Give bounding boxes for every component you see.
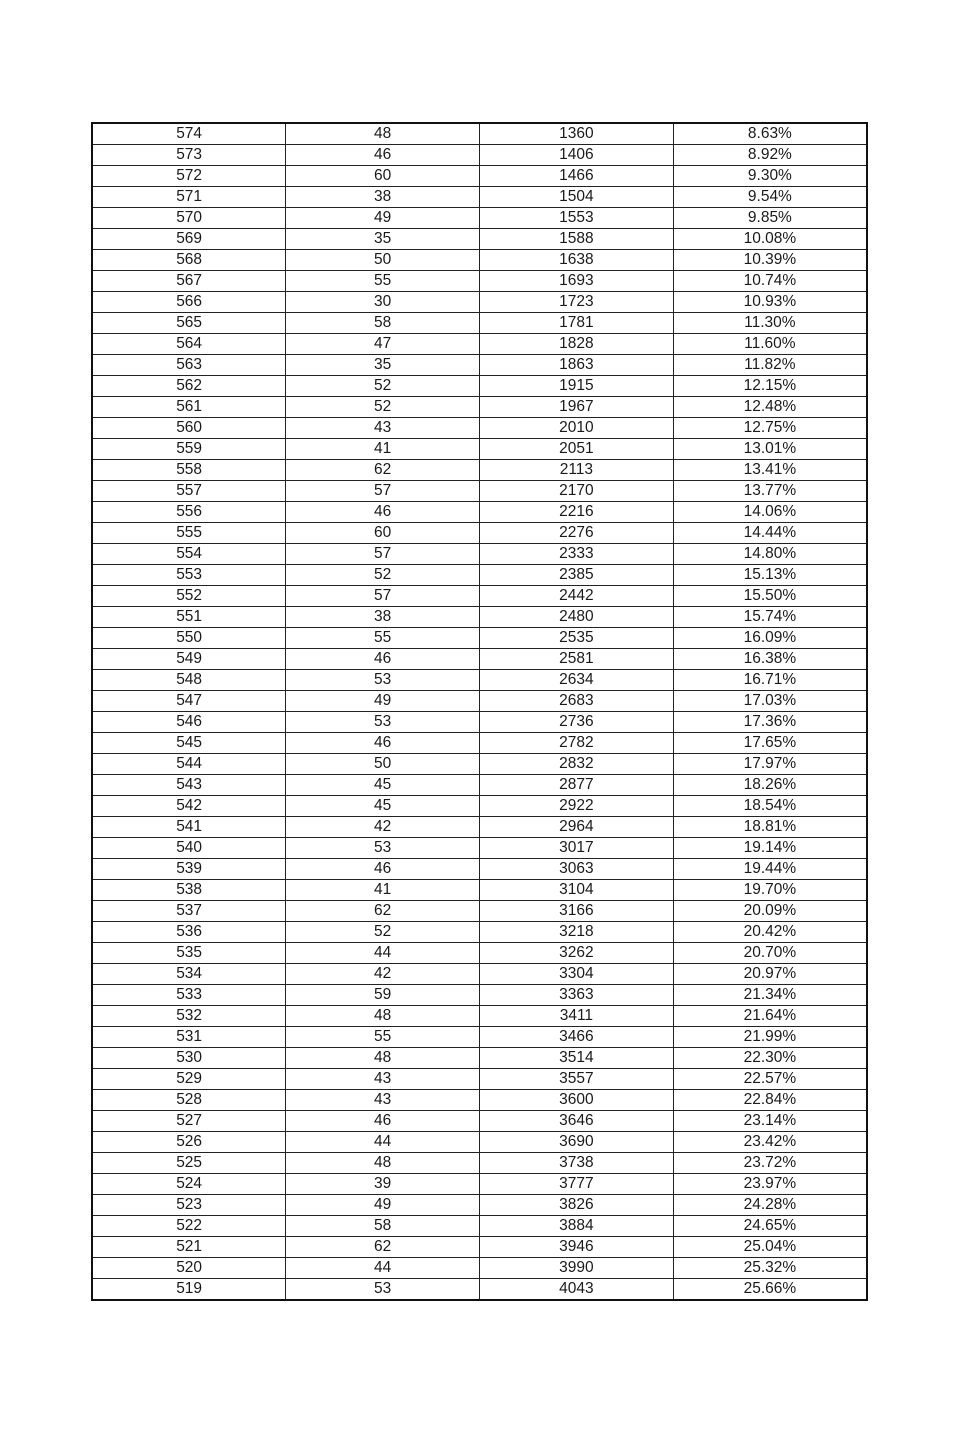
table-row [92,123,867,145]
count-cell: 53 [286,838,480,859]
cumulative-count-cell: 3777 [480,1174,674,1195]
score-cell: 557 [92,481,286,502]
cumulative-count-cell: 3826 [480,1195,674,1216]
cumulative-count-cell: 2442 [480,586,674,607]
cumulative-count-cell: 3411 [480,1006,674,1027]
table-row [92,880,867,901]
score-cell: 535 [92,943,286,964]
count-cell: 46 [286,733,480,754]
table-row [92,754,867,775]
count-cell: 43 [286,418,480,439]
score-cell: 533 [92,985,286,1006]
count-cell: 45 [286,796,480,817]
cumulative-percent-cell: 9.30% [673,166,867,187]
cumulative-count-cell: 2385 [480,565,674,586]
score-cell: 528 [92,1090,286,1111]
table-row [92,607,867,628]
cumulative-percent-cell: 10.74% [673,271,867,292]
count-cell: 58 [286,1216,480,1237]
count-cell: 44 [286,1132,480,1153]
count-cell: 53 [286,670,480,691]
count-cell: 30 [286,292,480,313]
score-cell: 563 [92,355,286,376]
table-row [92,985,867,1006]
cumulative-count-cell: 3363 [480,985,674,1006]
score-cell: 566 [92,292,286,313]
cumulative-percent-cell: 14.06% [673,502,867,523]
score-cell: 567 [92,271,286,292]
score-cell: 522 [92,1216,286,1237]
cumulative-count-cell: 2634 [480,670,674,691]
cumulative-percent-cell: 20.70% [673,943,867,964]
table-row [92,649,867,670]
table-row [92,460,867,481]
table-row [92,334,867,355]
cumulative-percent-cell: 16.09% [673,628,867,649]
table-row [92,229,867,250]
count-cell: 55 [286,628,480,649]
cumulative-count-cell: 3166 [480,901,674,922]
count-cell: 44 [286,1258,480,1279]
cumulative-count-cell: 3557 [480,1069,674,1090]
cumulative-percent-cell: 23.97% [673,1174,867,1195]
cumulative-count-cell: 3600 [480,1090,674,1111]
cumulative-count-cell: 3946 [480,1237,674,1258]
score-cell: 554 [92,544,286,565]
cumulative-count-cell: 1781 [480,313,674,334]
cumulative-count-cell: 1915 [480,376,674,397]
table-row [92,1048,867,1069]
cumulative-count-cell: 1504 [480,187,674,208]
count-cell: 48 [286,123,480,145]
table-row [92,1237,867,1258]
table-row [92,586,867,607]
score-cell: 559 [92,439,286,460]
table-row [92,670,867,691]
cumulative-count-cell: 2877 [480,775,674,796]
table-row [92,355,867,376]
cumulative-count-cell: 3218 [480,922,674,943]
count-cell: 48 [286,1153,480,1174]
cumulative-percent-cell: 18.54% [673,796,867,817]
count-cell: 46 [286,1111,480,1132]
table-row [92,691,867,712]
count-cell: 60 [286,166,480,187]
cumulative-count-cell: 1406 [480,145,674,166]
table-row [92,943,867,964]
score-cell: 565 [92,313,286,334]
cumulative-percent-cell: 11.30% [673,313,867,334]
count-cell: 50 [286,754,480,775]
table-row [92,1279,867,1301]
table-row [92,271,867,292]
cumulative-percent-cell: 20.97% [673,964,867,985]
cumulative-percent-cell: 18.81% [673,817,867,838]
cumulative-percent-cell: 22.84% [673,1090,867,1111]
score-cell: 553 [92,565,286,586]
table-row [92,1195,867,1216]
cumulative-count-cell: 3884 [480,1216,674,1237]
score-cell: 541 [92,817,286,838]
score-cell: 527 [92,1111,286,1132]
count-cell: 35 [286,229,480,250]
cumulative-count-cell: 2683 [480,691,674,712]
cumulative-percent-cell: 19.44% [673,859,867,880]
count-cell: 48 [286,1048,480,1069]
table-row [92,817,867,838]
table-row [92,439,867,460]
cumulative-count-cell: 2276 [480,523,674,544]
cumulative-count-cell: 2333 [480,544,674,565]
cumulative-count-cell: 3466 [480,1027,674,1048]
count-cell: 60 [286,523,480,544]
cumulative-percent-cell: 15.13% [673,565,867,586]
cumulative-percent-cell: 14.44% [673,523,867,544]
count-cell: 53 [286,1279,480,1301]
cumulative-percent-cell: 17.03% [673,691,867,712]
score-cell: 548 [92,670,286,691]
cumulative-percent-cell: 13.77% [673,481,867,502]
score-cell: 549 [92,649,286,670]
cumulative-count-cell: 3738 [480,1153,674,1174]
table-row [92,1132,867,1153]
cumulative-percent-cell: 14.80% [673,544,867,565]
cumulative-count-cell: 2216 [480,502,674,523]
cumulative-count-cell: 1967 [480,397,674,418]
cumulative-percent-cell: 13.41% [673,460,867,481]
score-cell: 542 [92,796,286,817]
count-cell: 38 [286,187,480,208]
table-row [92,544,867,565]
cumulative-count-cell: 2736 [480,712,674,733]
count-cell: 62 [286,1237,480,1258]
score-cell: 550 [92,628,286,649]
count-cell: 39 [286,1174,480,1195]
score-cell: 558 [92,460,286,481]
table-row [92,397,867,418]
cumulative-count-cell: 1638 [480,250,674,271]
cumulative-percent-cell: 24.65% [673,1216,867,1237]
count-cell: 44 [286,943,480,964]
count-cell: 52 [286,376,480,397]
cumulative-count-cell: 3104 [480,880,674,901]
table-row [92,292,867,313]
score-cell: 525 [92,1153,286,1174]
score-cell: 570 [92,208,286,229]
table-row [92,859,867,880]
score-distribution-table [91,122,868,1301]
score-cell: 545 [92,733,286,754]
score-cell: 561 [92,397,286,418]
count-cell: 38 [286,607,480,628]
table-row [92,145,867,166]
cumulative-count-cell: 2922 [480,796,674,817]
cumulative-percent-cell: 24.28% [673,1195,867,1216]
cumulative-percent-cell: 9.85% [673,208,867,229]
score-cell: 551 [92,607,286,628]
cumulative-percent-cell: 12.15% [673,376,867,397]
table-row [92,418,867,439]
count-cell: 62 [286,460,480,481]
table-row [92,1069,867,1090]
cumulative-count-cell: 3304 [480,964,674,985]
cumulative-count-cell: 3990 [480,1258,674,1279]
table-row [92,712,867,733]
count-cell: 57 [286,586,480,607]
table-row [92,523,867,544]
table-row [92,166,867,187]
cumulative-count-cell: 4043 [480,1279,674,1301]
score-cell: 538 [92,880,286,901]
cumulative-count-cell: 2782 [480,733,674,754]
cumulative-percent-cell: 25.32% [673,1258,867,1279]
cumulative-percent-cell: 8.92% [673,145,867,166]
count-cell: 46 [286,649,480,670]
table-row [92,775,867,796]
count-cell: 49 [286,691,480,712]
cumulative-count-cell: 3646 [480,1111,674,1132]
table-row [92,250,867,271]
cumulative-percent-cell: 23.42% [673,1132,867,1153]
count-cell: 42 [286,817,480,838]
cumulative-percent-cell: 22.57% [673,1069,867,1090]
score-cell: 560 [92,418,286,439]
table-row [92,838,867,859]
score-cell: 543 [92,775,286,796]
cumulative-count-cell: 2581 [480,649,674,670]
score-cell: 523 [92,1195,286,1216]
cumulative-count-cell: 2535 [480,628,674,649]
count-cell: 49 [286,1195,480,1216]
score-cell: 526 [92,1132,286,1153]
cumulative-percent-cell: 11.60% [673,334,867,355]
table-row [92,376,867,397]
table-row [92,922,867,943]
table-row [92,733,867,754]
table-body [92,123,867,1300]
cumulative-percent-cell: 12.48% [673,397,867,418]
score-cell: 547 [92,691,286,712]
count-cell: 35 [286,355,480,376]
count-cell: 55 [286,1027,480,1048]
cumulative-count-cell: 3262 [480,943,674,964]
score-cell: 574 [92,123,286,145]
table-row [92,313,867,334]
count-cell: 46 [286,502,480,523]
cumulative-count-cell: 3017 [480,838,674,859]
score-cell: 544 [92,754,286,775]
table-row [92,628,867,649]
count-cell: 57 [286,481,480,502]
score-cell: 537 [92,901,286,922]
score-cell: 571 [92,187,286,208]
count-cell: 52 [286,922,480,943]
count-cell: 41 [286,880,480,901]
score-cell: 532 [92,1006,286,1027]
count-cell: 45 [286,775,480,796]
cumulative-count-cell: 1723 [480,292,674,313]
count-cell: 58 [286,313,480,334]
count-cell: 42 [286,964,480,985]
score-cell: 540 [92,838,286,859]
score-cell: 539 [92,859,286,880]
cumulative-percent-cell: 23.14% [673,1111,867,1132]
count-cell: 43 [286,1069,480,1090]
cumulative-percent-cell: 19.70% [673,880,867,901]
cumulative-count-cell: 1828 [480,334,674,355]
score-cell: 546 [92,712,286,733]
score-cell: 572 [92,166,286,187]
score-cell: 536 [92,922,286,943]
cumulative-percent-cell: 13.01% [673,439,867,460]
cumulative-count-cell: 1693 [480,271,674,292]
cumulative-percent-cell: 15.50% [673,586,867,607]
cumulative-percent-cell: 25.04% [673,1237,867,1258]
score-cell: 534 [92,964,286,985]
cumulative-percent-cell: 17.65% [673,733,867,754]
cumulative-percent-cell: 25.66% [673,1279,867,1301]
cumulative-count-cell: 2010 [480,418,674,439]
table-row [92,1006,867,1027]
table-row [92,1174,867,1195]
score-cell: 520 [92,1258,286,1279]
score-cell: 552 [92,586,286,607]
cumulative-percent-cell: 19.14% [673,838,867,859]
cumulative-count-cell: 2964 [480,817,674,838]
score-cell: 521 [92,1237,286,1258]
cumulative-percent-cell: 16.71% [673,670,867,691]
table-row [92,1258,867,1279]
cumulative-count-cell: 3063 [480,859,674,880]
cumulative-percent-cell: 11.82% [673,355,867,376]
count-cell: 50 [286,250,480,271]
table-row [92,481,867,502]
score-cell: 573 [92,145,286,166]
count-cell: 57 [286,544,480,565]
cumulative-percent-cell: 21.64% [673,1006,867,1027]
cumulative-percent-cell: 10.39% [673,250,867,271]
cumulative-percent-cell: 20.42% [673,922,867,943]
cumulative-percent-cell: 17.36% [673,712,867,733]
count-cell: 46 [286,145,480,166]
score-cell: 568 [92,250,286,271]
table-row [92,1216,867,1237]
count-cell: 41 [286,439,480,460]
cumulative-count-cell: 1863 [480,355,674,376]
table-row [92,964,867,985]
cumulative-count-cell: 2170 [480,481,674,502]
cumulative-count-cell: 1588 [480,229,674,250]
cumulative-percent-cell: 8.63% [673,123,867,145]
score-cell: 564 [92,334,286,355]
score-cell: 531 [92,1027,286,1048]
cumulative-count-cell: 3514 [480,1048,674,1069]
cumulative-count-cell: 1466 [480,166,674,187]
score-cell: 556 [92,502,286,523]
table-row [92,1153,867,1174]
cumulative-percent-cell: 12.75% [673,418,867,439]
table-row [92,901,867,922]
table-row [92,796,867,817]
cumulative-percent-cell: 20.09% [673,901,867,922]
cumulative-count-cell: 2051 [480,439,674,460]
cumulative-count-cell: 1360 [480,123,674,145]
table-row [92,187,867,208]
cumulative-percent-cell: 16.38% [673,649,867,670]
table-row [92,208,867,229]
cumulative-percent-cell: 9.54% [673,187,867,208]
count-cell: 52 [286,565,480,586]
cumulative-count-cell: 3690 [480,1132,674,1153]
cumulative-percent-cell: 22.30% [673,1048,867,1069]
cumulative-count-cell: 1553 [480,208,674,229]
score-cell: 519 [92,1279,286,1301]
cumulative-percent-cell: 10.08% [673,229,867,250]
score-cell: 562 [92,376,286,397]
table-row [92,1090,867,1111]
cumulative-percent-cell: 15.74% [673,607,867,628]
count-cell: 59 [286,985,480,1006]
cumulative-percent-cell: 21.34% [673,985,867,1006]
count-cell: 43 [286,1090,480,1111]
score-cell: 555 [92,523,286,544]
count-cell: 53 [286,712,480,733]
table-row [92,1027,867,1048]
table-row [92,565,867,586]
count-cell: 62 [286,901,480,922]
count-cell: 55 [286,271,480,292]
score-cell: 529 [92,1069,286,1090]
score-cell: 569 [92,229,286,250]
count-cell: 49 [286,208,480,229]
count-cell: 46 [286,859,480,880]
score-cell: 524 [92,1174,286,1195]
cumulative-percent-cell: 17.97% [673,754,867,775]
score-cell: 530 [92,1048,286,1069]
count-cell: 47 [286,334,480,355]
count-cell: 48 [286,1006,480,1027]
table-row [92,1111,867,1132]
table-row [92,502,867,523]
cumulative-percent-cell: 21.99% [673,1027,867,1048]
cumulative-count-cell: 2480 [480,607,674,628]
cumulative-percent-cell: 18.26% [673,775,867,796]
cumulative-count-cell: 2113 [480,460,674,481]
count-cell: 52 [286,397,480,418]
cumulative-count-cell: 2832 [480,754,674,775]
cumulative-percent-cell: 23.72% [673,1153,867,1174]
cumulative-percent-cell: 10.93% [673,292,867,313]
